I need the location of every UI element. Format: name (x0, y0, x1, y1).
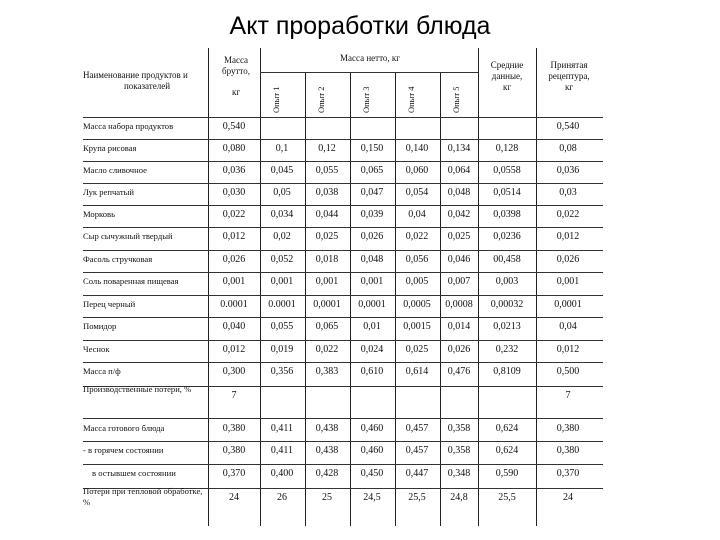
header-trial-3: Опыт 3 (361, 86, 371, 113)
row-label: в остывшем состоянии (92, 468, 176, 478)
row-label: Крупа рисовая (83, 143, 137, 153)
cell-t1: 0,02 (273, 231, 291, 242)
cell-t2: 0,0001 (313, 299, 341, 310)
cell-t5: 24,8 (450, 492, 468, 503)
cell-t5: 0,0008 (445, 299, 473, 310)
cell-brutto: 0,001 (222, 276, 246, 287)
cell-brutto: 0,380 (222, 445, 246, 456)
cell-t1: 0,356 (270, 366, 294, 377)
row-label: - в горячем состоянии (83, 445, 164, 455)
cell-acc: 0,500 (556, 366, 580, 377)
cell-t1: 26 (277, 492, 287, 503)
row-label: Производственные потери, % (83, 384, 192, 394)
cell-t3: 0,065 (360, 165, 384, 176)
cell-acc: 0,370 (556, 468, 580, 479)
cell-brutto: 0,022 (222, 209, 246, 220)
cell-acc: 0,036 (556, 165, 580, 176)
cell-t1: 0,045 (270, 165, 294, 176)
row-label: Чеснок (83, 344, 110, 354)
cell-t4: 0,060 (405, 165, 429, 176)
cell-t3: 0,01 (363, 321, 381, 332)
row-divider (83, 272, 603, 273)
row-divider (83, 139, 603, 140)
cell-brutto: 0,380 (222, 423, 246, 434)
cell-t3: 0,450 (360, 468, 384, 479)
header-trial-5: Опыт 5 (451, 86, 461, 113)
row-label: Соль поваренная пищевая (83, 276, 179, 286)
cell-avg: 0,0213 (493, 321, 521, 332)
cell-avg: 0,00032 (490, 299, 524, 310)
cell-t2: 0,438 (315, 445, 339, 456)
cell-t5: 0,348 (447, 468, 471, 479)
cell-t3: 24,5 (363, 492, 381, 503)
cell-avg: 0,128 (495, 143, 519, 154)
cell-t3: 0,048 (360, 254, 384, 265)
cell-acc: 0,380 (556, 423, 580, 434)
cell-t1: 0,019 (270, 344, 294, 355)
cell-t1: 0,411 (270, 445, 294, 456)
row-label: Фасоль стручковая (83, 254, 153, 264)
cell-brutto: 0,370 (222, 468, 246, 479)
cell-avg: 0,003 (495, 276, 519, 287)
row-label: Масло сливочное (83, 165, 147, 175)
cell-acc: 0,08 (559, 143, 577, 154)
cell-t2: 0,438 (315, 423, 339, 434)
header-name-col: Наименование продуктов и показателей (83, 70, 188, 91)
cell-avg: 0,0236 (493, 231, 521, 242)
header-trial-2: Опыт 2 (316, 86, 326, 113)
cell-brutto: 0,540 (222, 121, 246, 132)
cell-t5: 0,007 (447, 276, 471, 287)
header-trial-1: Опыт 1 (271, 86, 281, 113)
cell-t2: 0,022 (315, 344, 339, 355)
row-label: Потери при тепловой обработке, % (83, 486, 203, 507)
cell-t3: 0,047 (360, 187, 384, 198)
row-divider (83, 183, 603, 184)
cell-t5: 0,014 (447, 321, 471, 332)
cell-avg: 25,5 (498, 492, 516, 503)
cell-t4: 0,0005 (403, 299, 431, 310)
row-label: Помидор (83, 321, 117, 331)
cell-acc: 24 (563, 492, 573, 503)
cell-brutto: 0,030 (222, 187, 246, 198)
cell-t1: 0,05 (273, 187, 291, 198)
row-divider (83, 117, 603, 118)
row-divider (83, 317, 603, 318)
cell-t5: 0,358 (447, 445, 471, 456)
row-label: Масса п/ф (83, 366, 121, 376)
cell-t3: 0,150 (360, 143, 384, 154)
cell-t4: 0,056 (405, 254, 429, 265)
cell-t3: 0,039 (360, 209, 384, 220)
cell-t5: 0,025 (447, 231, 471, 242)
cell-acc: 0,540 (556, 121, 580, 132)
cell-t4: 0,140 (405, 143, 429, 154)
netto-subheader-line (260, 72, 478, 73)
cell-t3: 0,460 (360, 445, 384, 456)
cell-t4: 25,5 (408, 492, 426, 503)
cell-acc: 0,012 (556, 231, 580, 242)
cell-brutto: 0,300 (222, 366, 246, 377)
cell-t1: 0,034 (270, 209, 294, 220)
cell-t1: 0,052 (270, 254, 294, 265)
row-divider (83, 295, 603, 296)
cell-acc: 7 (565, 390, 571, 401)
cell-t2: 0,065 (315, 321, 339, 332)
cell-t5: 0,134 (447, 143, 471, 154)
cell-avg: 0,232 (495, 344, 519, 355)
cell-avg: 0,624 (495, 423, 519, 434)
cell-t1: 0.0001 (268, 299, 296, 310)
cell-t4: 0,0015 (403, 321, 431, 332)
row-label: Сыр сычужный твердый (83, 231, 173, 241)
row-divider (83, 227, 603, 228)
cell-acc: 0,04 (559, 321, 577, 332)
cell-brutto: 0,012 (222, 344, 246, 355)
cell-avg: 00,458 (493, 254, 521, 265)
cell-t4: 0,457 (405, 445, 429, 456)
cell-t4: 0,022 (405, 231, 429, 242)
cell-t5: 0,064 (447, 165, 471, 176)
grid-vline (536, 48, 537, 526)
cell-t1: 0,1 (275, 143, 289, 154)
cell-brutto: 0,026 (222, 254, 246, 265)
row-divider (83, 418, 603, 419)
cell-t4: 0,447 (405, 468, 429, 479)
header-trial-4: Опыт 4 (406, 86, 416, 113)
cell-t2: 0,383 (315, 366, 339, 377)
cell-t4: 0,04 (408, 209, 426, 220)
cell-t2: 0,055 (315, 165, 339, 176)
cell-t2: 0,038 (315, 187, 339, 198)
row-divider (83, 362, 603, 363)
grid-vline (208, 48, 209, 526)
cell-avg: 0,8109 (493, 366, 521, 377)
row-divider (83, 205, 603, 206)
cell-avg: 0,0558 (493, 165, 521, 176)
cell-t2: 0,018 (315, 254, 339, 265)
header-accepted: Принятая рецептура, кг (548, 60, 590, 92)
cell-t4: 0,025 (405, 344, 429, 355)
cell-acc: 0,001 (556, 276, 580, 287)
row-divider (83, 464, 603, 465)
cell-acc: 0,03 (559, 187, 577, 198)
cell-t1: 0,411 (270, 423, 294, 434)
page-title: Акт проработки блюда (229, 12, 491, 40)
cell-t5: 0,358 (447, 423, 471, 434)
row-divider (83, 441, 603, 442)
cell-t1: 0,055 (270, 321, 294, 332)
row-divider (83, 340, 603, 341)
cell-t4: 0,005 (405, 276, 429, 287)
row-divider (83, 250, 603, 251)
cell-brutto: 0,080 (222, 143, 246, 154)
cell-acc: 0,0001 (554, 299, 582, 310)
row-label: Лук репчатый (83, 187, 134, 197)
header-brutto: Масса брутто, кг (222, 55, 250, 97)
cell-t3: 0,001 (360, 276, 384, 287)
cell-t5: 0,048 (447, 187, 471, 198)
cell-t2: 0,025 (315, 231, 339, 242)
cell-t3: 0,026 (360, 231, 384, 242)
cell-t3: 0,610 (360, 366, 384, 377)
cell-brutto: 7 (231, 390, 237, 401)
cell-t5: 0,046 (447, 254, 471, 265)
cell-t3: 0,024 (360, 344, 384, 355)
cell-t2: 25 (322, 492, 332, 503)
cell-avg: 0,0514 (493, 187, 521, 198)
cell-avg: 0,590 (495, 468, 519, 479)
cell-t1: 0,001 (270, 276, 294, 287)
cell-brutto: 0.0001 (220, 299, 248, 310)
cell-t3: 0,0001 (358, 299, 386, 310)
row-label: Масса готового блюда (83, 423, 165, 433)
row-divider (83, 161, 603, 162)
header-netto-group: Масса нетто, кг (340, 53, 400, 63)
cell-avg: 0,624 (495, 445, 519, 456)
row-label: Морковь (83, 209, 116, 219)
cell-t5: 0,026 (447, 344, 471, 355)
cell-t4: 0,457 (405, 423, 429, 434)
cell-acc: 0,380 (556, 445, 580, 456)
cell-brutto: 24 (229, 492, 239, 503)
cell-t2: 0,12 (318, 143, 336, 154)
cell-brutto: 0,012 (222, 231, 246, 242)
cell-t3: 0,460 (360, 423, 384, 434)
cell-avg: 0,0398 (493, 209, 521, 220)
row-label: Масса набора продуктов (83, 121, 174, 131)
cell-t2: 0,044 (315, 209, 339, 220)
cell-acc: 0,026 (556, 254, 580, 265)
cell-acc: 0,012 (556, 344, 580, 355)
cell-t5: 0,476 (447, 366, 471, 377)
cell-brutto: 0,036 (222, 165, 246, 176)
cell-t2: 0,428 (315, 468, 339, 479)
cell-t2: 0,001 (315, 276, 339, 287)
header-average: Средние данные, кг (490, 60, 524, 92)
cell-brutto: 0,040 (222, 321, 246, 332)
cell-t5: 0,042 (447, 209, 471, 220)
cell-t1: 0,400 (270, 468, 294, 479)
cell-t4: 0,614 (405, 366, 429, 377)
cell-t4: 0,054 (405, 187, 429, 198)
row-label: Перец черный (83, 299, 136, 309)
cell-acc: 0,022 (556, 209, 580, 220)
